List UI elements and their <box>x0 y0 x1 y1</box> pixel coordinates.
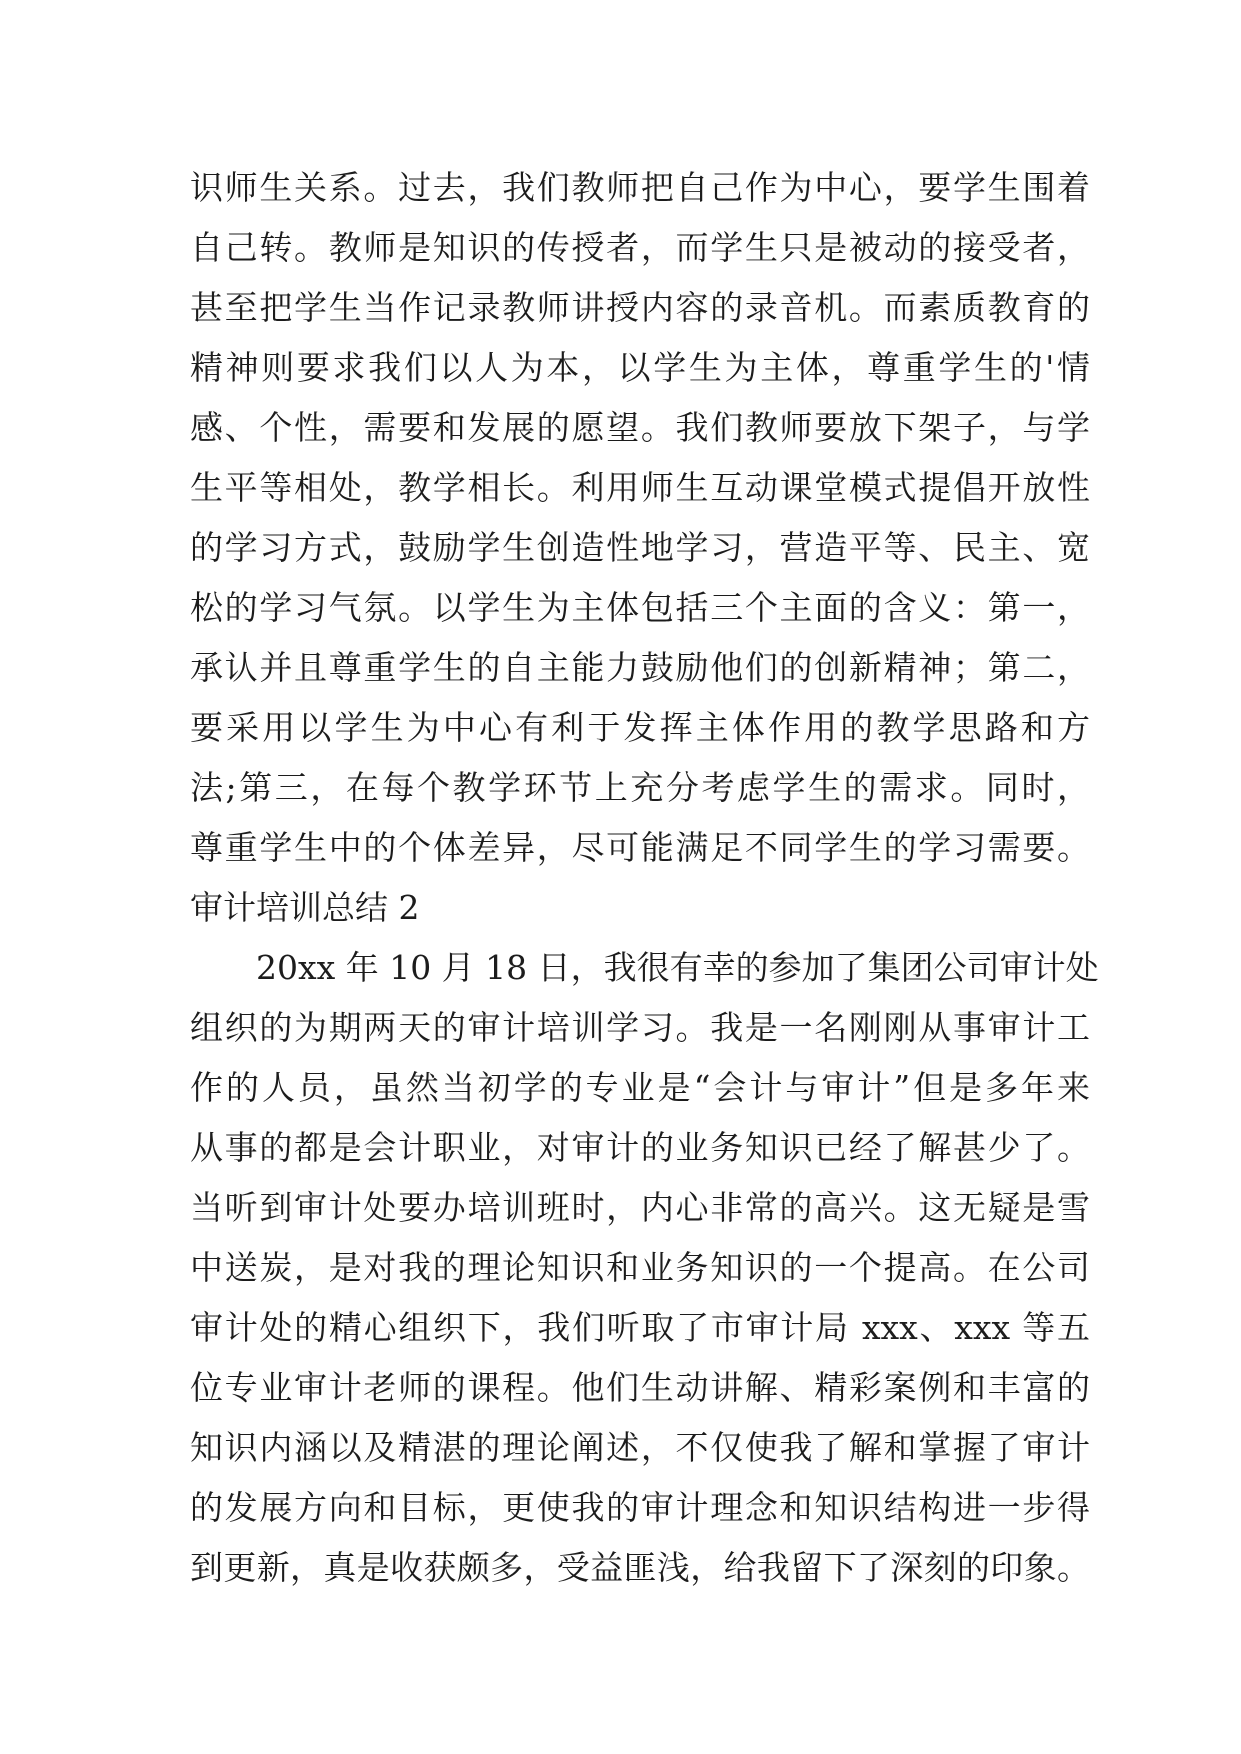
section-heading: 审计培训总结 2 <box>190 888 420 927</box>
document-body <box>190 158 1099 1598</box>
paragraph-continuation <box>190 158 1090 878</box>
text-line: 自己转。教师是知识的传授者，而学生只是被动的接受者， <box>190 228 1090 267</box>
text-line: 到更新，真是收获颇多，受益匪浅，给我留下了深刻的印象。 <box>190 1548 1090 1587</box>
text-line: 的发展方向和目标，更使我的审计理念和知识结构进一步得 <box>190 1488 1090 1527</box>
text-line: 感、个性，需要和发展的愿望。我们教师要放下架子，与学 <box>190 408 1090 447</box>
text-line: 甚至把学生当作记录教师讲授内容的录音机。而素质教育的 <box>190 288 1090 327</box>
text-line: 作的人员，虽然当初学的专业是“会计与审计”但是多年来 <box>190 1068 1090 1107</box>
text-line: 要采用以学生为中心有利于发挥主体作用的教学思路和方 <box>190 708 1090 747</box>
text-line: 20xx 年 10 月 18 日，我很有幸的参加了集团公司审计处 <box>256 948 1099 987</box>
text-line: 生平等相处，教学相长。利用师生互动课堂模式提倡开放性 <box>190 468 1090 507</box>
text-line: 的学习方式，鼓励学生创造性地学习，营造平等、民主、宽 <box>190 528 1090 567</box>
text-line: 承认并且尊重学生的自主能力鼓励他们的创新精神；第二， <box>190 648 1090 687</box>
text-line: 位专业审计老师的课程。他们生动讲解、精彩案例和丰富的 <box>190 1368 1090 1407</box>
text-line: 法;第三，在每个教学环节上充分考虑学生的需求。同时， <box>190 768 1090 807</box>
text-line: 松的学习气氛。以学生为主体包括三个主面的含义：第一， <box>190 588 1090 627</box>
paragraph-audit-training <box>190 938 1099 1598</box>
text-line: 识师生关系。过去，我们教师把自己作为中心，要学生围着 <box>190 168 1090 207</box>
text-line: 尊重学生中的个体差异，尽可能满足不同学生的学习需要。 <box>190 828 1090 867</box>
text-line: 审计处的精心组织下，我们听取了市审计局 xxx、xxx 等五 <box>190 1308 1090 1347</box>
text-line: 从事的都是会计职业，对审计的业务知识已经了解甚少了。 <box>190 1128 1090 1167</box>
text-line: 当听到审计处要办培训班时，内心非常的高兴。这无疑是雪 <box>190 1188 1090 1227</box>
text-line: 知识内涵以及精湛的理论阐述，不仅使我了解和掌握了审计 <box>190 1428 1090 1467</box>
text-line: 组织的为期两天的审计培训学习。我是一名刚刚从事审计工 <box>190 1008 1090 1047</box>
text-line: 精神则要求我们以人为本，以学生为主体，尊重学生的'情 <box>190 348 1090 387</box>
text-line: 中送炭，是对我的理论知识和业务知识的一个提高。在公司 <box>190 1248 1090 1287</box>
